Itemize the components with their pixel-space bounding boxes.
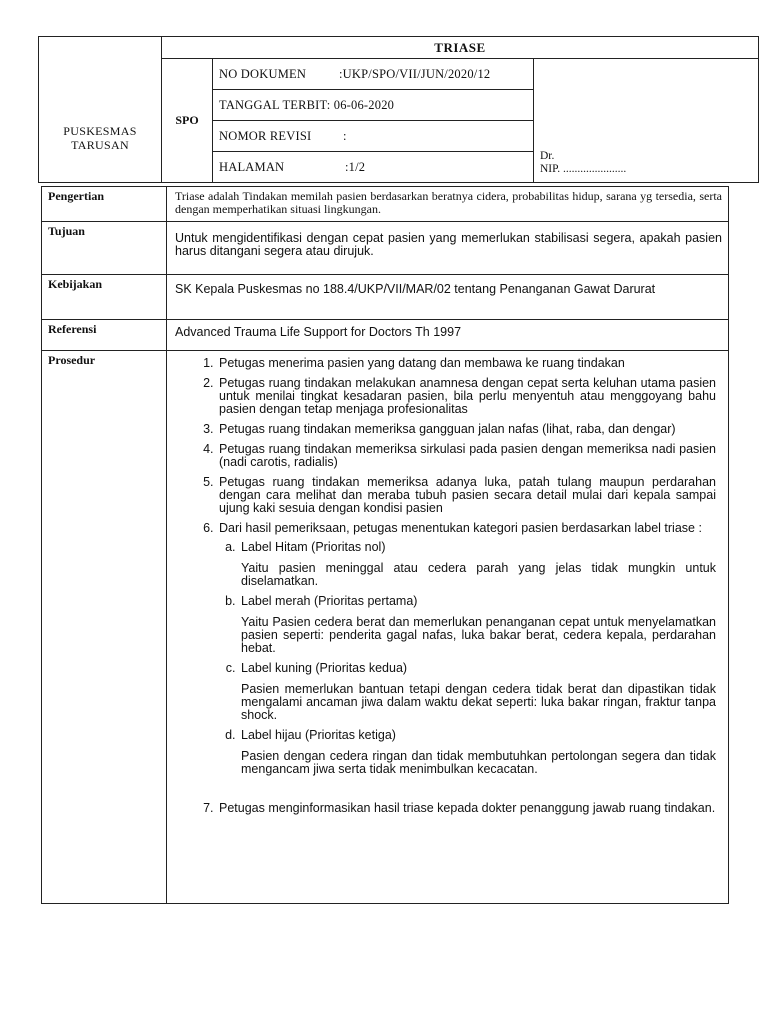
prosedur-label: Prosedur — [42, 351, 167, 904]
triage-label-title: Label hijau (Prioritas ketiga) — [241, 728, 396, 742]
triage-label-hitam — [239, 541, 716, 588]
nomor-revisi-label: NOMOR REVISI — [219, 128, 312, 143]
triage-label-desc: Pasien memerlukan bantuan tetapi dengan cedera tidak berat dan dipastikan tidak mengalami ancaman jiwa dalam waktu dekat seperti: luka bakar ringan, fraktur tanpa shock. — [241, 682, 716, 722]
triage-label-desc: Yaitu Pasien cedera berat dan memerlukan penanganan cepat untuk menyelamatkan pasien seperti: penderita gagal nafas, luka bakar berat, cedera kepala, perdarahan hebat. — [241, 615, 716, 655]
procedure-step: 2. Petugas ruang tindakan melakukan anamnesa dengan cepat serta keluhan utama pasien untuk menilai tingkat kesadaran pasien, bila perlu menyentuh atau menggoyang bahu pasien dengan tetap menjaga profesionalitas — [217, 377, 716, 416]
triage-label-list — [219, 541, 716, 776]
signature-title: Dr. — [540, 150, 555, 162]
tujuan-row — [42, 222, 729, 275]
spo-label: SPO — [162, 59, 213, 183]
document-title: TRIASE — [162, 37, 759, 59]
procedure-step: 7. Petugas menginformasikan hasil triase kepada dokter penanggung jawab ruang tindakan. — [217, 802, 716, 815]
procedure-step: 3. Petugas ruang tindakan memeriksa gangguan jalan nafas (lihat, raba, dan dengar) — [217, 423, 716, 436]
nomor-revisi-row — [213, 121, 534, 152]
procedure-list — [167, 357, 716, 815]
halaman-label: HALAMAN — [219, 159, 285, 174]
prosedur-content — [167, 351, 729, 904]
procedure-step: 4. Petugas ruang tindakan memeriksa sirkulasi pada pasien dengan memeriksa nadi pasien (nadi carotis, radialis) — [217, 443, 716, 469]
tanggal-terbit-value: 06-06-2020 — [333, 97, 395, 112]
pengertian-row — [42, 187, 729, 222]
triage-label-kuning — [239, 662, 716, 722]
pengertian-label: Pengertian — [42, 187, 167, 222]
triage-label-desc: Yaitu pasien meninggal atau cedera parah yang jelas tidak mungkin untuk diselamatkan. — [241, 561, 716, 588]
triage-label-desc: Pasien dengan cedera ringan dan tidak membutuhkan pertolongan segera dan tidak mengancam jiwa serta tidak menimbulkan kecacatan. — [241, 749, 716, 776]
tanggal-terbit-row — [213, 90, 534, 121]
nomor-revisi-value: : — [343, 128, 347, 143]
no-dokumen-value: :UKP/SPO/VII/JUN/2020/12 — [339, 66, 491, 81]
kebijakan-text: SK Kepala Puskesmas no 188.4/UKP/VII/MAR/02 tentang Penanganan Gawat Darurat — [167, 275, 729, 320]
kebijakan-row — [42, 275, 729, 320]
org-name-line1: PUSKESMAS — [63, 123, 137, 138]
referensi-label: Referensi — [42, 320, 167, 351]
sop-content-table — [41, 186, 729, 904]
signature-nip: NIP. ...................... — [540, 163, 627, 175]
triage-label-title: Label kuning (Prioritas kedua) — [241, 661, 408, 675]
signature-cell — [534, 59, 759, 183]
tanggal-terbit-label: TANGGAL TERBIT: — [219, 97, 331, 112]
triage-label-title: Label Hitam (Prioritas nol) — [241, 540, 386, 554]
no-dokumen-label: NO DOKUMEN — [219, 66, 307, 81]
procedure-step: 5. Petugas ruang tindakan memeriksa adanya luka, patah tulang maupun perdarahan dengan cara melihat dan meraba tubuh pasien secara detail mulai dari kepala sampai ujung kaki sesuia dengan kondisi pasien — [217, 476, 716, 515]
pengertian-text: Triase adalah Tindakan memilah pasien berdasarkan beratnya cidera, probabilitas hidup, sarana yg tersedia, serta dengan memperhatikan situasi lingkungan. — [167, 187, 729, 222]
referensi-text: Advanced Trauma Life Support for Doctors Th 1997 — [167, 320, 729, 351]
procedure-step-text: Dari hasil pemeriksaan, petugas menentukan kategori pasien berdasarkan label triase : — [219, 521, 702, 535]
org-name-line2: TARUSAN — [71, 137, 129, 152]
prosedur-row — [42, 351, 729, 904]
halaman-value: :1/2 — [345, 159, 366, 174]
organization-cell — [39, 37, 162, 183]
tujuan-label: Tujuan — [42, 222, 167, 275]
tujuan-text: Untuk mengidentifikasi dengan cepat pasien yang memerlukan stabilisasi segera, apakah pasien harus ditangani segera atau dirujuk. — [167, 222, 729, 275]
kebijakan-label: Kebijakan — [42, 275, 167, 320]
halaman-row — [213, 152, 534, 183]
procedure-step-triage-labels — [217, 522, 716, 776]
triage-label-merah — [239, 595, 716, 655]
document-header — [38, 36, 759, 183]
no-dokumen-row — [213, 59, 534, 90]
triage-label-hijau — [239, 729, 716, 776]
procedure-step: 1. Petugas menerima pasien yang datang dan membawa ke ruang tindakan — [217, 357, 716, 370]
referensi-row — [42, 320, 729, 351]
triage-label-title: Label merah (Prioritas pertama) — [241, 594, 418, 608]
